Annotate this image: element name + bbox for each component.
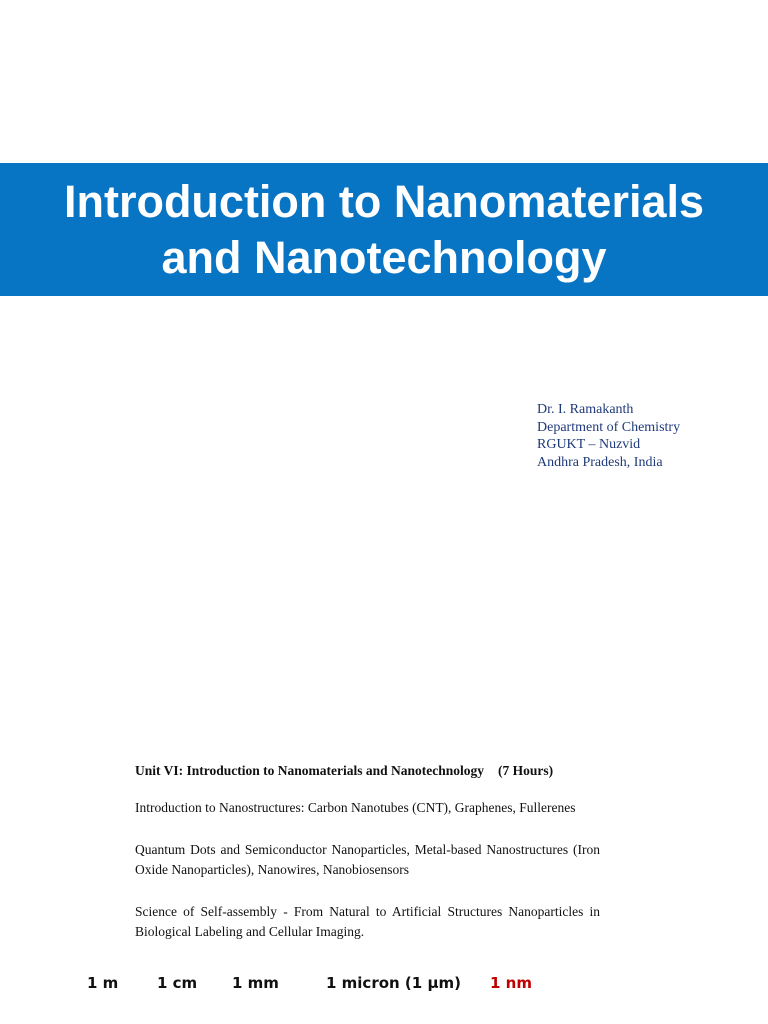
length-scale-row [0, 970, 768, 996]
scale-item-1nm: 1 nm [490, 974, 532, 992]
syllabus-paragraph-1: Introduction to Nanostructures: Carbon Nanotubes (CNT), Graphenes, Fullerenes [135, 799, 576, 815]
scale-item-1cm: 1 cm [157, 974, 198, 992]
scale-item-1mm: 1 mm [232, 974, 279, 992]
title-line-1: Introduction to Nanomaterials [63, 175, 705, 227]
title-banner [0, 163, 768, 296]
author-name: Dr. I. Ramakanth [537, 402, 634, 417]
scale-item-1m: 1 m [87, 974, 119, 992]
author-institution: RGUKT – Nuzvid [537, 437, 641, 452]
unit-hours: (7 Hours) [498, 763, 554, 778]
syllabus-section [135, 761, 600, 941]
author-block [537, 401, 680, 471]
syllabus-paragraph-3: Science of Self-assembly - From Natural to Artificial Structures Nanoparticles in Biological Labeling and Cellular Imaging. [135, 904, 600, 939]
author-department: Department of Chemistry [537, 419, 681, 435]
unit-heading [135, 761, 600, 781]
syllabus-paragraph-2: Quantum Dots and Semiconductor Nanoparticles, Metal-based Nanostructures (Iron Oxide Nanoparticles), Nanowires, Nanobiosensors [135, 842, 600, 877]
title-line-2: and Nanotechnology [161, 231, 607, 283]
author-location: Andhra Pradesh, India [537, 454, 663, 470]
unit-title: Unit VI: Introduction to Nanomaterials and Nanotechnology [135, 763, 485, 778]
scale-item-1micron: 1 micron (1 µm) [326, 974, 461, 992]
